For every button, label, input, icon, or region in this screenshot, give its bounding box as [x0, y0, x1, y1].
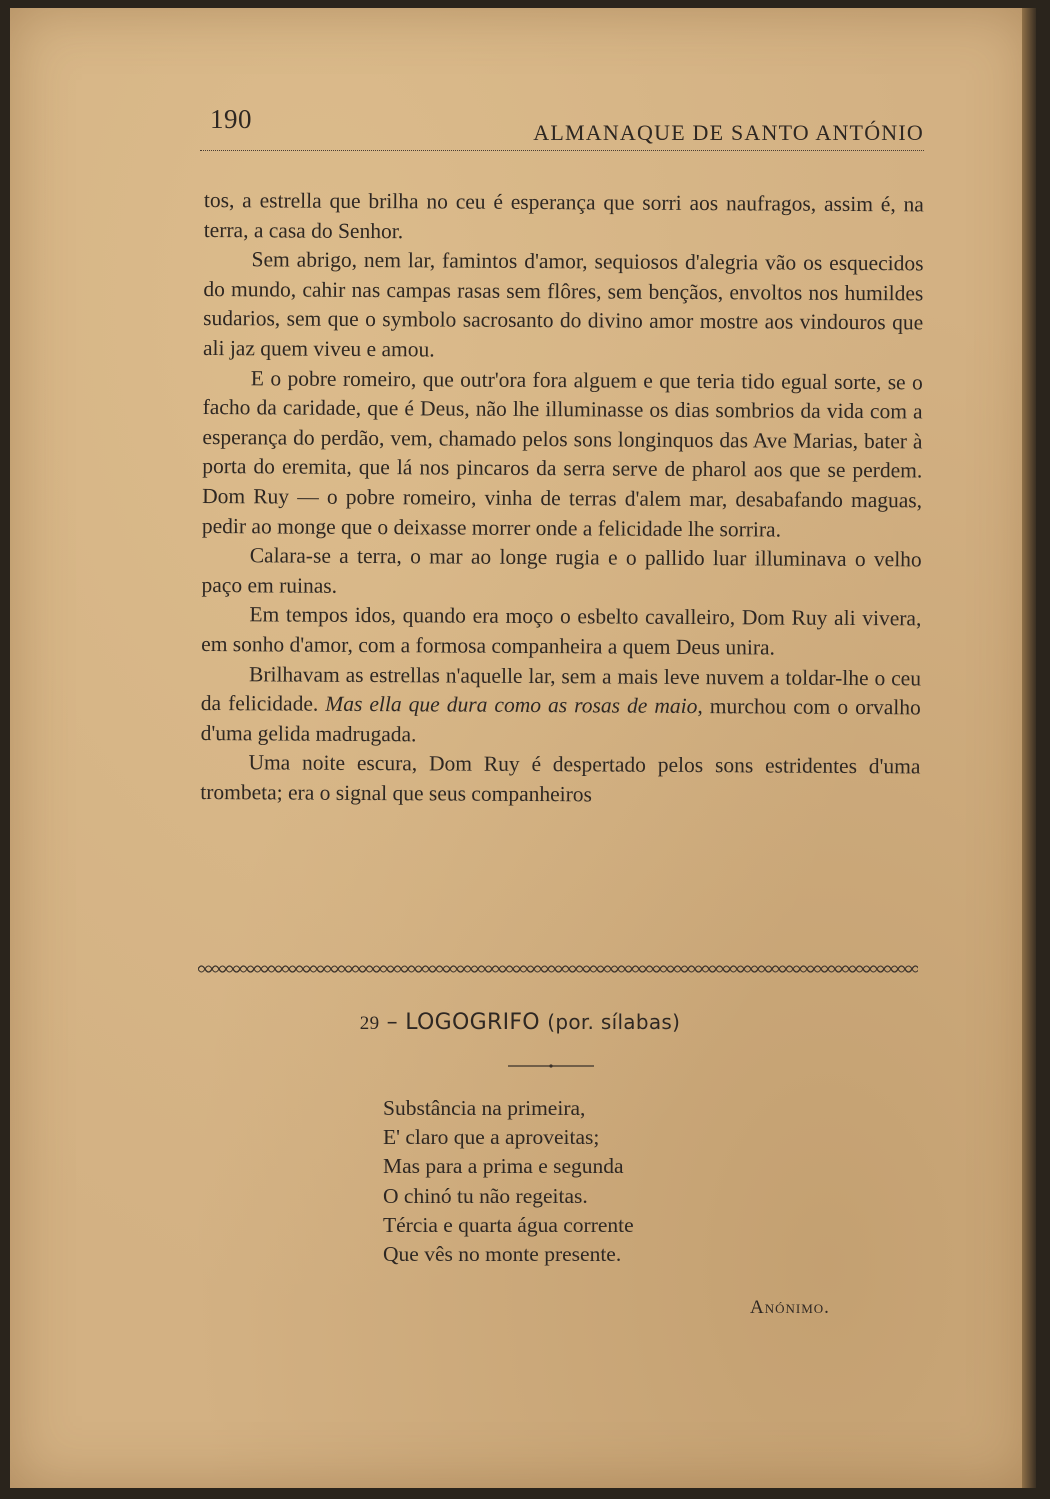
paragraph-6-tail: , murchou com o orvalho d'uma gelida madrugada. [200, 694, 921, 746]
puzzle-author: Anónimo. [750, 1297, 830, 1318]
body-text [200, 186, 924, 812]
puzzle-verse [383, 1094, 803, 1269]
book-spine [1022, 8, 1036, 1488]
verse-line: E' claro que a aproveitas; [383, 1125, 600, 1150]
paragraph-6-text: Brilhavam as estrellas n'aquelle lar, sem a mais leve nuvem a toldar-lhe o ceu da felicidade. [200, 661, 922, 716]
puzzle-dash: – [386, 1010, 398, 1035]
verse-line: Que vês no monte presente. [383, 1242, 622, 1267]
puzzle-subtitle: (por. sílabas) [547, 1010, 681, 1034]
verse-line: Tércia e quarta água corrente [383, 1212, 634, 1237]
paragraph-5: Em tempos idos, quando era moço o esbelto cavalleiro, Dom Ruy ali vivera, em sonho d'amor, com a formosa companheira a quem Deus unira. [201, 602, 922, 660]
paragraph-4: Calara-se a terra, o mar ao longe rugia e o pallido luar illuminava o velho paço em ruinas. [201, 543, 922, 598]
running-title: ALMANAQUE DE SANTO ANTÓNIO [533, 120, 924, 145]
paragraph-1: tos, a estrella que brilha no ceu é esperança que sorri aos naufragos, assim é, na terra, a casa do Senhor. [203, 187, 924, 243]
paragraph-6 [201, 659, 922, 752]
paragraph-6-italic: Mas ella que dura como as rosas de maio [325, 691, 698, 719]
paragraph-7: Uma noite escura, Dom Ruy é despertado pelos sons estridentes d'uma trombeta; era o signal que seus companheiros [200, 750, 921, 807]
puzzle-title [0, 1010, 1040, 1035]
puzzle-name: LOGOGRIFO [405, 1010, 540, 1035]
verse-line: Mas para a prima e segunda [383, 1154, 624, 1179]
verse-line: O chinó tu não regeitas. [383, 1183, 588, 1208]
verse-line: Substância na primeira, [383, 1096, 586, 1120]
paragraph-2: Sem abrigo, nem lar, famintos d'amor, sequiosos d'alegria vão os esquecidos do mundo, cahir nas campas rasas sem flôres, sem bençãos, envoltos nos humildes sudarios, sem que o symbolo sacrosanto do divino amor mostre aos vindouros que ali jaz quem viveu e amou. [202, 247, 924, 362]
page-number: 190 [210, 104, 252, 134]
ornamental-divider [198, 962, 918, 976]
puzzle-number: 29 [359, 1013, 380, 1034]
page-header [200, 100, 924, 151]
paragraph-3: E o pobre romeiro, que outr'ora fora alguem e que teria tido egual sorte, se o facho da caridade, que é Deus, não lhe illuminasse os dias sombrios da vida com a esperança do perdão, vem, chamado pelos sons longinquos das Ave Marias, bater à porta do eremita, que lá nos pincaros da serra serve de pharol aos que se perdem. Dom Ruy — o pobre romeiro, vinha de terras d'alem mar, desabafando maguas, pedir ao monge que o deixasse morrer onde a felicidade lhe sorrira. [201, 365, 923, 542]
title-rule [508, 1062, 594, 1070]
